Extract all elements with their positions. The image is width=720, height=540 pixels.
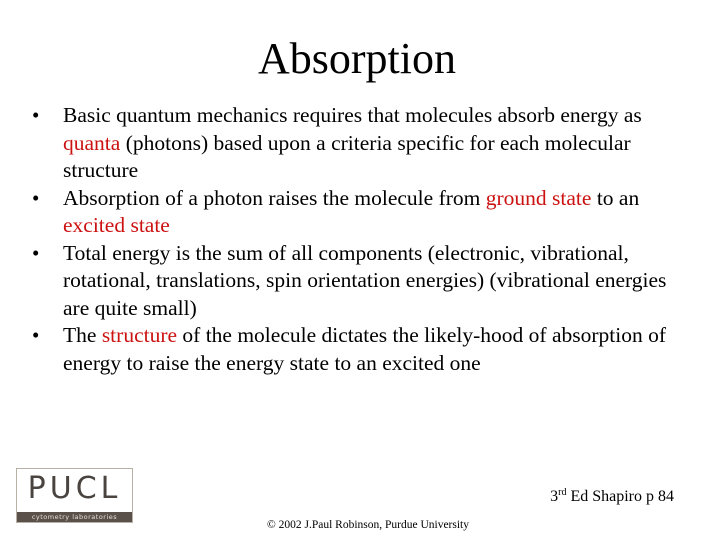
reference-text: Ed Shapiro p 84 [566,488,674,505]
reference-number: 3 [550,488,559,505]
bullet-marker: • [32,323,40,347]
highlighted-term: structure [101,323,178,347]
bullet-text: Basic quantum mechanics requires that molecules absorb energy as [63,103,642,127]
bullet-item [32,185,672,240]
copyright-footer: © 2002 J.Paul Robinson, Purdue University [267,519,470,531]
bullet-list [32,102,672,377]
reference-citation [550,487,674,506]
bullet-item [32,240,672,323]
logo-letters: PUCL [27,471,122,506]
bullet-marker: • [32,103,40,127]
highlighted-term: excited state [63,213,170,237]
pucl-logo [16,468,133,523]
bullet-item [32,102,672,185]
bullet-text: of the molecule dictates the likely-hood of absorption of energy to raise the energy state to an excited one [63,323,667,375]
slide-title: Absorption [258,34,456,83]
bullet-item [32,322,672,377]
bullet-text: The [63,323,102,347]
bullet-text: Total energy is the sum of all components (electronic, vibrational, rotational, translations, spin orientation energies) (vibrational energies are quite small) [63,240,667,320]
reference-ordinal: rd [558,487,567,498]
bullet-marker: • [32,185,40,210]
highlighted-term: ground state [485,185,592,210]
bullet-text: (photons) based upon a criteria specific for each molecular structure [63,130,631,182]
logo-tagline: cytometry laboratories [17,512,132,522]
bullet-text: to an [591,185,640,210]
highlighted-term: quanta [63,130,121,155]
bullet-text: Absorption of a photon raises the molecule from [63,185,486,210]
bullet-marker: • [32,240,40,265]
